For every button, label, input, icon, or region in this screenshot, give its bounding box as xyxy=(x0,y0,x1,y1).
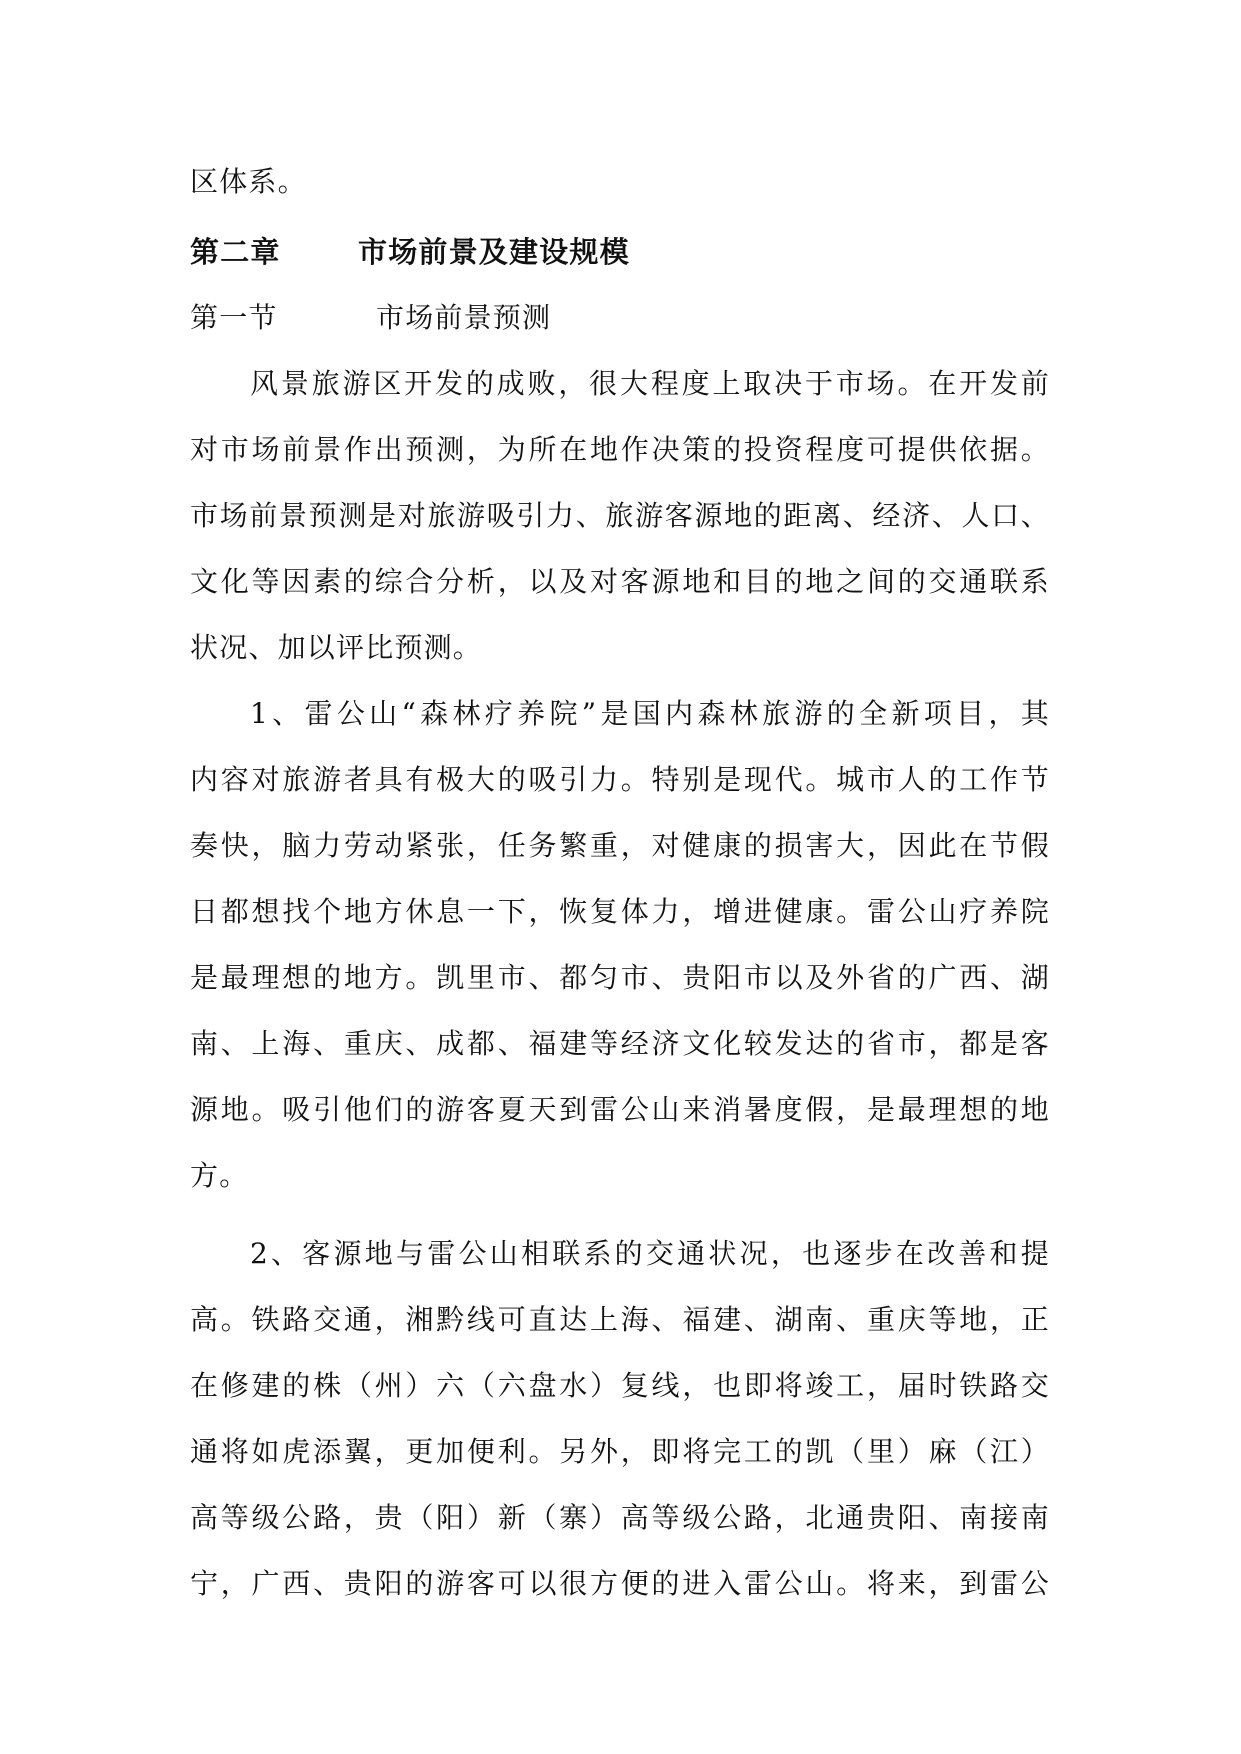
paragraph-line: 状况、加以评比预测。 xyxy=(190,631,483,664)
chapter-title: 市场前景及建设规模 xyxy=(358,235,630,269)
paragraph-line: 是最理想的地方。凯里市、都匀市、贵阳市以及外省的广西、湖 xyxy=(190,961,1050,994)
paragraph-line: 高。铁路交通，湘黔线可直达上海、福建、湖南、重庆等地，正 xyxy=(190,1303,1050,1336)
paragraph-line: 通将如虎添翼，更加便利。另外，即将完工的凯（里）麻（江） xyxy=(190,1435,1050,1468)
chapter-heading xyxy=(190,232,1050,272)
paragraph-line: 南、上海、重庆、成都、福建等经济文化较发达的省市，都是客 xyxy=(190,1027,1050,1060)
paragraph-line: 源地。吸引他们的游客夏天到雷公山来消暑度假，是最理想的地 xyxy=(190,1093,1050,1126)
continued-text-line: 区体系。 xyxy=(190,165,307,198)
paragraph-line: 风景旅游区开发的成败，很大程度上取决于市场。在开发前 xyxy=(250,367,1050,400)
paragraph-line: 日都想找个地方休息一下，恢复体力，增进健康。雷公山疗养院 xyxy=(190,895,1050,928)
section-heading xyxy=(190,298,1050,338)
section-title: 市场前景预测 xyxy=(376,301,552,334)
paragraph-line: 宁，广西、贵阳的游客可以很方便的进入雷公山。将来，到雷公 xyxy=(190,1567,1050,1600)
paragraph-line: 文化等因素的综合分析，以及对客源地和目的地之间的交通联系 xyxy=(190,565,1050,598)
paragraph-line: 高等级公路，贵（阳）新（寨）高等级公路，北通贵阳、南接南 xyxy=(190,1501,1050,1534)
paragraph-line: 市场前景预测是对旅游吸引力、旅游客源地的距离、经济、人口、 xyxy=(190,499,1050,532)
paragraph-line: 奏快，脑力劳动紧张，任务繁重，对健康的损害大，因此在节假 xyxy=(190,829,1050,862)
paragraph-line: 2、客源地与雷公山相联系的交通状况，也逐步在改善和提 xyxy=(250,1237,1050,1270)
paragraph-line: 1、雷公山“森林疗养院”是国内森林旅游的全新项目，其 xyxy=(250,697,1050,730)
paragraph-line: 在修建的株（州）六（六盘水）复线，也即将竣工，届时铁路交 xyxy=(190,1369,1050,1402)
paragraph-line: 内容对旅游者具有极大的吸引力。特别是现代。城市人的工作节 xyxy=(190,763,1050,796)
chapter-number: 第二章 xyxy=(190,235,281,269)
paragraph-line: 方。 xyxy=(190,1159,249,1192)
paragraph-line: 对市场前景作出预测，为所在地作决策的投资程度可提供依据。 xyxy=(190,433,1050,466)
section-number: 第一节 xyxy=(190,301,278,334)
